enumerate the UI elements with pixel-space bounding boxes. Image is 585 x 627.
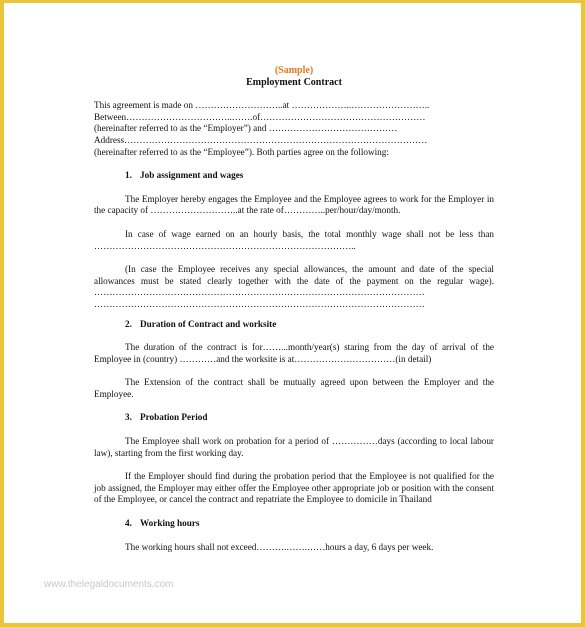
section-title: Working hours	[140, 518, 200, 529]
section-paragraph: The working hours shall not exceed……….…….……hours a day, 6 days per week.	[125, 541, 434, 552]
section-paragraph: If the Employer should find during the probation period that the Employee is not qualified for the job assigned, the Employer may either offer the Employee other appropriate job or position with the consent of the Employee, or cancel the contract and repatriate the Employee to domicile in Thailand	[94, 471, 494, 505]
document-title: Employment Contract	[246, 76, 342, 88]
intro-line: Between……………………………..…….of………………………………………………	[94, 111, 426, 122]
intro-line: Address………………………………………………………………………………………	[94, 134, 428, 145]
section-heading	[125, 412, 494, 424]
section-title: Probation Period	[140, 412, 208, 423]
section-title: Duration of Contract and worksite	[140, 318, 277, 329]
section-number: 2.	[125, 318, 132, 329]
section-title: Job assignment and wages	[140, 170, 244, 181]
contract-document	[94, 65, 494, 553]
section-paragraph: The duration of the contract is for……...month/year(s) staring from the day of arrival of the Employee in (country) …………and the worksite is at……………………………(in detail)	[94, 342, 494, 364]
document-page	[4, 3, 581, 623]
intro-line: This agreement is made on ………………………..at ………………..……………………..	[94, 100, 430, 111]
section-number: 1.	[125, 170, 132, 181]
section-heading	[125, 518, 494, 530]
intro-line: (hereinafter referred to as the “Employee”). Both parties agree on the following:	[94, 146, 389, 157]
sample-label: (Sample)	[274, 65, 314, 76]
section-heading	[125, 319, 494, 331]
section-paragraph: (In case the Employee receives any special allowances, the amount and date of the special allowances must be stated clearly together with the date of the payment on the regular wage). ……………………………………………………………………………………………… ………………………………………………………………………………………………	[94, 264, 494, 309]
section-heading	[125, 170, 494, 182]
section-paragraph: In case of wage earned on an hourly basis, the total monthly wage shall not be less than …………………………………………………………………………..	[94, 228, 494, 251]
section-paragraph: The Extension of the contract shall be mutually agreed upon between the Employer and the Employee.	[94, 377, 494, 399]
watermark-text: www.thelegaldocuments.com	[44, 579, 174, 590]
section-number: 4.	[125, 518, 132, 529]
section-number: 3.	[125, 412, 132, 423]
intro-line: (hereinafter referred to as the “Employer”) and ……………………………………	[94, 123, 398, 134]
section-paragraph: The Employee shall work on probation for a period of ……………days (according to local labour law), starting from the first working day.	[94, 436, 494, 458]
section-paragraph: The Employer hereby engages the Employee and the Employee agrees to work for the Employer in the capacity of ………………………..at the rate of…………..per/hour/day/month.	[94, 193, 494, 216]
intro-block	[94, 100, 494, 158]
